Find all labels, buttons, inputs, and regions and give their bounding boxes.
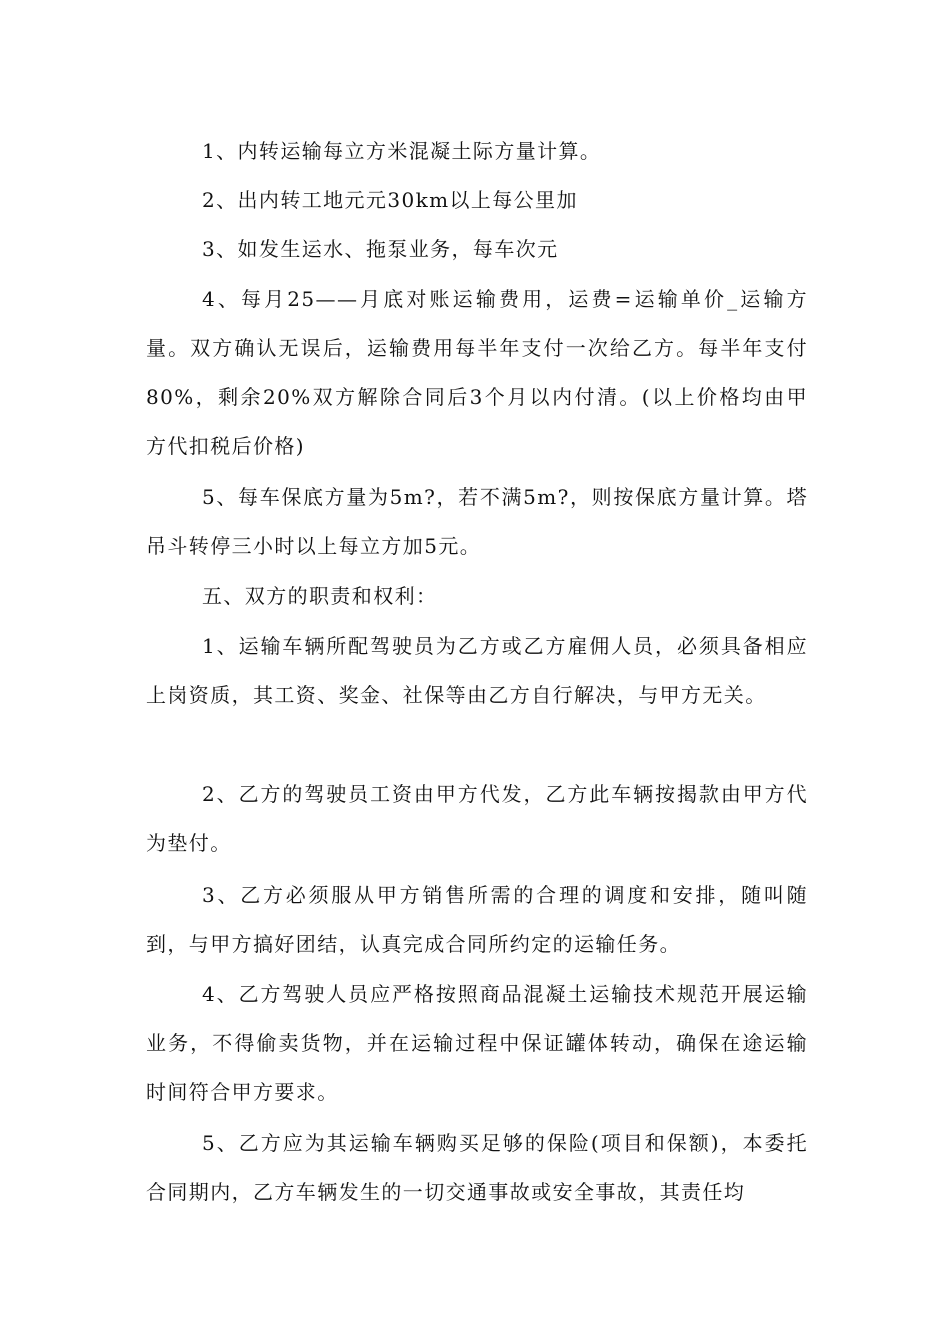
- paragraph-9: 4、乙方驾驶人员应严格按照商品混凝土运输技术规范开展运输业务，不得偷卖货物，并在运输过程中保证罐体转动，确保在途运输时间符合甲方要求。: [146, 982, 808, 1104]
- paragraph-8: 3、乙方必须服从甲方销售所需的合理的调度和安排，随叫随到，与甲方搞好团结，认真完成合同所约定的运输任务。: [146, 883, 808, 956]
- paragraph-4: 4、每月25——月底对账运输费用，运费=运输单价_运输方量。双方确认无误后，运输费用每半年支付一次给乙方。每半年支付80%，剩余20%双方解除合同后3个月以内付清。(以上价格均由甲 方代扣税后价格): [146, 287, 808, 458]
- paragraph-5: 5、每车保底方量为5m?，若不满5m?，则按保底方量计算。塔吊斗转停三小时以上每立方加5元。: [146, 485, 808, 558]
- paragraph-1: 1、内转运输每立方米混凝土际方量计算。: [202, 139, 602, 163]
- paragraph-7: 2、乙方的驾驶员工资由甲方代发，乙方此车辆按揭款由甲方代为垫付。: [146, 782, 808, 855]
- paragraph-10: 5、乙方应为其运输车辆购买足够的保险(项目和保额)，本委托合同期内，乙方车辆发生的一切交通事故或安全事故，其责任均: [146, 1131, 808, 1204]
- paragraph-6: 1、运输车辆所配驾驶员为乙方或乙方雇佣人员，必须具备相应上岗资质，其工资、奖金、社保等由乙方自行解决，与甲方无关。: [146, 634, 808, 707]
- paragraph-3: 3、如发生运水、拖泵业务，每车次元: [202, 237, 559, 261]
- section-heading-5: 五、双方的职责和权利：: [202, 584, 438, 608]
- paragraph-2: 2、出内转工地元元30km以上每公里加: [202, 188, 578, 212]
